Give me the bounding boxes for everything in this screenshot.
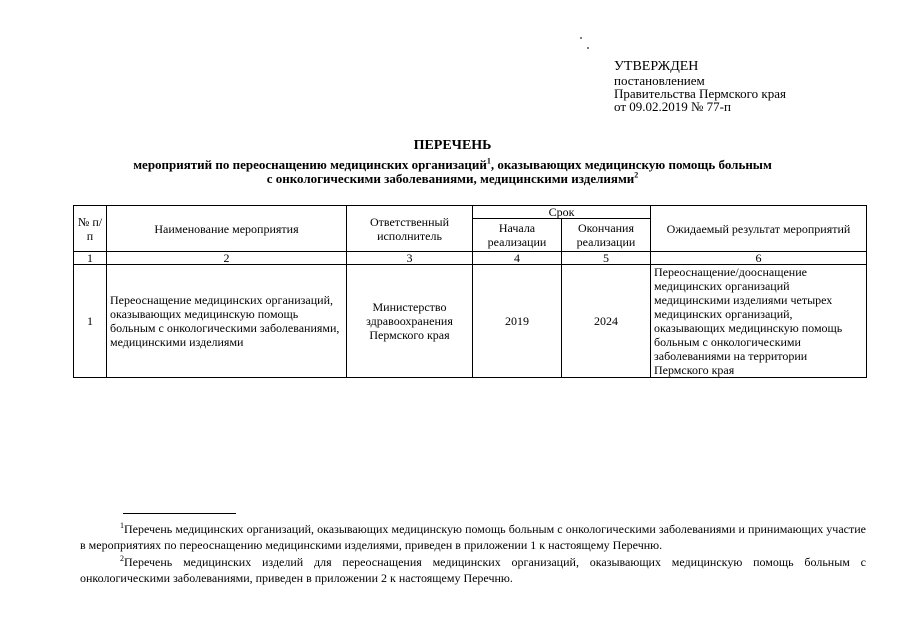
header-end: Окончания реализации [562,219,651,252]
column-index-row [74,252,867,265]
footnote-2: $^2$Перечень медицинских изделий для переоснащения медицинских организаций, оказывающих медицинскую помощь больным с онкологическими заболеваниями, приведен в приложении 2 к настоящему Перечню. [80,554,866,585]
index-cell: 4 [473,252,562,265]
table-row [74,265,867,378]
footnote-1: $^1$Перечень медицинских организаций, оказывающих медицинскую помощь больным с онкологическими заболеваниями и принимающих участие в мероприятиях по переоснащению медицинскими изделиями, приведен в приложении 1 к настоящему Перечню. [80,521,866,552]
row-num: 1 [74,265,107,378]
row-result: Переоснащение/дооснащение медицинских организаций медицинскими изделиями четырех медицинских организаций, оказывающих медицинскую помощь больным с онкологическими заболеваниями на территории Пермского края [651,265,867,378]
approval-title: УТВЕРЖДЕН [614,59,699,74]
header-start: Начала реализации [473,219,562,252]
index-cell: 5 [562,252,651,265]
index-cell: 6 [651,252,867,265]
scan-speck [587,47,589,49]
approval-line-4: от 09.02.2019 № 77-п [614,99,731,114]
header-executor: Ответственный исполнитель [347,206,473,252]
footnote-mark-2: 2 [120,554,124,563]
approval-stamp [614,60,786,113]
index-cell: 2 [107,252,347,265]
document-subtitle: мероприятий по переоснащению медицинских организаций$^1$, оказывающих медицинскую помощь больным с онкологическими заболеваниями, медицинскими изделиями$^2$ [133,156,772,186]
document-title: ПЕРЕЧЕНЬ [413,138,492,153]
footnote-separator [123,513,236,514]
row-name: Переоснащение медицинских организаций, оказывающих медицинскую помощь больным с онкологическими заболеваниями, медицинскими изделиями [107,265,347,378]
row-end: 2024 [562,265,651,378]
row-executor: Министерство здравоохранения Пермского края [347,265,473,378]
index-cell: 3 [347,252,473,265]
footnote-mark-1: 1 [120,521,124,530]
header-result: Ожидаемый результат мероприятий [651,206,867,252]
scan-speck [580,37,582,39]
row-start: 2019 [473,265,562,378]
header-name: Наименование мероприятия [107,206,347,252]
approval-line-3: Правительства Пермского края [614,86,786,101]
measures-table [73,205,867,378]
header-num: № п/п [74,206,107,252]
approval-line-2: постановлением [614,73,705,88]
index-cell: 1 [74,252,107,265]
footnote-ref-2[interactable]: 2 [634,170,639,180]
footnote-ref-1[interactable]: 1 [486,156,491,166]
header-term: Срок [473,206,651,219]
